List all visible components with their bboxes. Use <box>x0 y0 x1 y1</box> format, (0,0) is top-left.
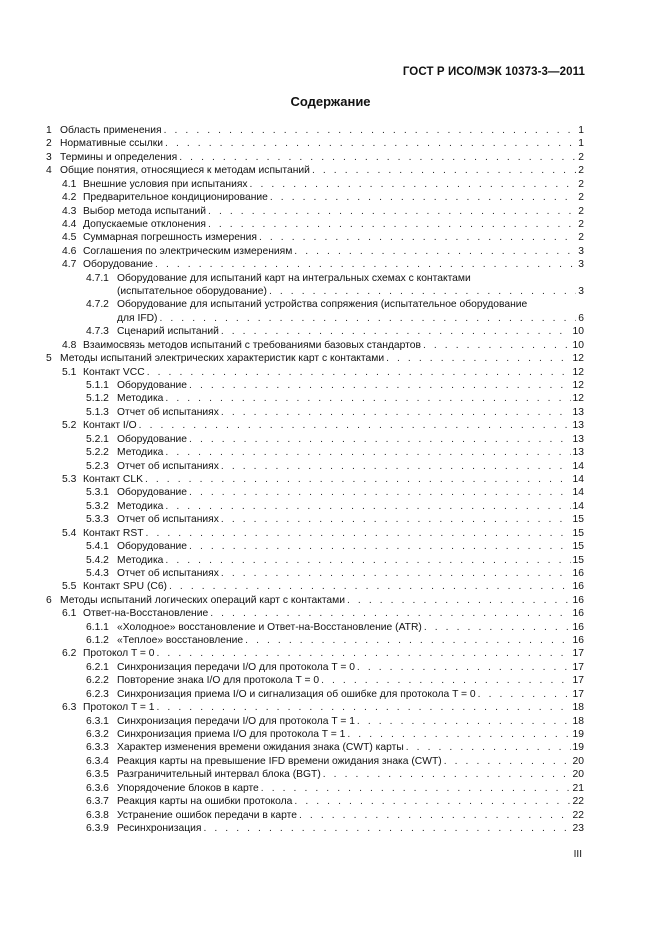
toc-leader-dots <box>357 715 571 728</box>
toc-entry[interactable] <box>46 513 584 526</box>
toc-leader-dots <box>321 674 570 687</box>
toc-entry-number: 4.8 <box>62 339 77 351</box>
toc-entry-title: Ответ-на-Восстановление <box>83 608 209 620</box>
toc-entry-number: 6.3.9 <box>86 822 109 834</box>
toc-entry-title: Контакт I/O <box>83 420 137 432</box>
toc-entry-number: 6.3.3 <box>86 742 109 754</box>
toc-leader-dots <box>165 392 570 405</box>
toc-entry-page: 13 <box>572 433 584 445</box>
toc-leader-dots <box>203 822 570 835</box>
toc-leader-dots <box>208 205 576 218</box>
toc-entry-title: Реакция карты на превышение IFD времени ожидания знака (CWT) <box>117 755 442 767</box>
toc-entry-page: 19 <box>572 728 584 740</box>
toc-entry-title: Суммарная погрешность измерения <box>83 232 257 244</box>
toc-entry-title: Оборудование <box>117 433 188 445</box>
toc-entry-page: 20 <box>572 755 584 767</box>
toc-leader-dots <box>165 446 570 459</box>
toc-leader-dots <box>299 809 571 822</box>
toc-leader-dots <box>444 755 571 768</box>
toc-entry-number: 4.7.1 <box>86 272 109 284</box>
toc-entry-page: 2 <box>578 178 584 190</box>
toc-leader-dots <box>139 419 571 432</box>
toc-entry-number: 1 <box>46 125 52 136</box>
toc-entry[interactable] <box>46 258 584 271</box>
toc-entry-page: 17 <box>572 688 584 700</box>
toc-entry-number: 5.1 <box>62 366 77 378</box>
toc-leader-dots <box>478 688 571 701</box>
toc-entry-number: 5.3.2 <box>86 500 109 512</box>
toc-leader-dots <box>323 768 571 781</box>
toc-entry-title: Отчет об испытаниях <box>117 406 219 418</box>
toc-entry-title: Протокол T = 0 <box>83 648 155 660</box>
toc-entry-page: 16 <box>572 581 584 593</box>
toc-entry-page: 13 <box>572 406 584 418</box>
toc-entry-continuation[interactable] <box>46 312 584 325</box>
toc-entry-page: 2 <box>578 205 584 217</box>
toc-entry-page: 10 <box>572 326 584 338</box>
toc-entry-number: 5.4.1 <box>86 541 109 553</box>
toc-entry-page: 22 <box>572 796 584 808</box>
toc-leader-dots <box>189 379 570 392</box>
toc-entry-title: Отчет об испытаниях <box>117 514 219 526</box>
toc-entry-page: 2 <box>578 165 584 177</box>
toc-entry-number: 6.1.2 <box>86 635 109 647</box>
toc-leader-dots <box>261 782 571 795</box>
toc-entry-number: 4.6 <box>62 245 77 257</box>
toc-entry-page: 14 <box>572 460 584 472</box>
toc-entry-page: 2 <box>578 151 584 163</box>
toc-entry-title: Оборудование для испытаний устройства сопряжения (испытательное оборудование <box>117 299 528 311</box>
toc-leader-dots <box>146 527 571 540</box>
toc-entry-number: 4.7.2 <box>86 299 109 311</box>
toc-leader-dots <box>357 661 571 674</box>
toc-entry-number: 5.1.1 <box>86 380 109 392</box>
toc-leader-dots <box>294 795 570 808</box>
toc-leader-dots <box>164 124 577 137</box>
toc-entry[interactable] <box>46 701 584 714</box>
toc-leader-dots <box>221 325 571 338</box>
toc-entry-number: 5.4.3 <box>86 567 109 579</box>
toc-leader-dots <box>221 460 571 473</box>
toc-entry-number: 4.7 <box>62 259 77 271</box>
toc-entry-page: 6 <box>578 312 584 324</box>
toc-entry-number: 6.3.7 <box>86 796 109 808</box>
toc-entry-page: 10 <box>572 339 584 351</box>
toc-entry-number: 5.2.1 <box>86 433 109 445</box>
toc-entry-title: «Теплое» восстановление <box>117 635 244 647</box>
toc-entry[interactable] <box>46 755 584 768</box>
toc-entry[interactable] <box>46 325 584 338</box>
toc-entry-number: 5.2 <box>62 420 77 432</box>
table-of-contents <box>46 124 584 835</box>
toc-entry[interactable] <box>46 191 584 204</box>
toc-leader-dots <box>347 594 571 607</box>
toc-leader-dots <box>221 513 571 526</box>
toc-entry[interactable] <box>46 205 584 218</box>
toc-entry-number: 6.1 <box>62 608 77 620</box>
toc-entry-page: 16 <box>572 567 584 579</box>
toc-leader-dots <box>221 406 571 419</box>
toc-entry[interactable] <box>46 688 584 701</box>
toc-entry-continuation[interactable] <box>46 285 584 298</box>
toc-entry[interactable] <box>46 473 584 486</box>
toc-entry-number: 5.3 <box>62 473 77 485</box>
toc-entry[interactable] <box>46 728 584 741</box>
toc-entry[interactable] <box>46 580 584 593</box>
toc-entry[interactable] <box>46 634 584 647</box>
toc-entry-title: Область применения <box>60 125 162 136</box>
toc-leader-dots <box>179 151 576 164</box>
toc-entry-title: Предварительное кондиционирование <box>83 192 268 204</box>
toc-entry-title: Синхронизация приема I/O и сигнализация об ошибке для протокола T = 0 <box>117 688 476 700</box>
toc-entry-number: 5.3.1 <box>86 487 109 499</box>
toc-leader-dots <box>423 339 571 352</box>
toc-entry-page: 12 <box>572 380 584 392</box>
toc-entry-title: Контакт VCC <box>83 366 145 378</box>
toc-entry[interactable] <box>46 231 584 244</box>
toc-entry-number: 6.3.1 <box>86 715 109 727</box>
toc-entry-number: 5.2.2 <box>86 447 109 459</box>
toc-entry-page: 1 <box>578 138 584 150</box>
toc-entry[interactable] <box>46 352 584 365</box>
toc-entry[interactable] <box>46 795 584 808</box>
toc-leader-dots <box>210 607 570 620</box>
toc-entry[interactable] <box>46 460 584 473</box>
toc-entry-number: 5.1.3 <box>86 406 109 418</box>
toc-entry[interactable] <box>46 607 584 620</box>
toc-entry-title: Устранение ошибок передачи в карте <box>117 809 297 821</box>
toc-entry-title: Методика <box>117 554 164 566</box>
toc-entry-page: 15 <box>572 541 584 553</box>
toc-entry-page: 20 <box>572 769 584 781</box>
toc-entry-page: 1 <box>578 125 584 136</box>
toc-leader-dots <box>269 285 576 298</box>
toc-entry-title: Характер изменения времени ожидания знака (CWT) карты <box>117 742 404 754</box>
toc-entry-page: 22 <box>572 809 584 821</box>
toc-entry[interactable] <box>46 674 584 687</box>
toc-entry[interactable] <box>46 245 584 258</box>
toc-entry-page: 19 <box>572 742 584 754</box>
toc-entry-title: Синхронизация приема I/O для протокола T = 1 <box>117 728 346 740</box>
toc-entry-title: Контакт CLK <box>83 473 143 485</box>
toc-entry[interactable] <box>46 621 584 634</box>
toc-leader-dots <box>145 473 571 486</box>
toc-leader-dots <box>208 218 576 231</box>
toc-entry-page: 18 <box>572 715 584 727</box>
toc-entry[interactable] <box>46 392 584 405</box>
toc-leader-dots <box>157 701 571 714</box>
page-number: III <box>573 849 582 860</box>
toc-entry[interactable] <box>46 768 584 781</box>
toc-entry[interactable] <box>46 406 584 419</box>
page-title: Содержание <box>290 94 371 109</box>
toc-leader-dots <box>406 741 571 754</box>
toc-entry-number: 6.3.4 <box>86 755 109 767</box>
toc-entry[interactable] <box>46 379 584 392</box>
toc-entry[interactable] <box>46 594 584 607</box>
toc-entry-title: Допускаемые отклонения <box>83 218 206 230</box>
toc-entry-title: Соглашения по электрическим измерениям <box>83 245 293 257</box>
toc-entry[interactable] <box>46 647 584 660</box>
toc-entry-title: Сценарий испытаний <box>117 326 219 338</box>
toc-leader-dots <box>312 164 576 177</box>
toc-entry[interactable] <box>46 822 584 835</box>
toc-entry-number: 6.2.1 <box>86 661 109 673</box>
toc-entry-number: 6.3.5 <box>86 769 109 781</box>
toc-entry-page: 21 <box>572 782 584 794</box>
toc-entry-page: 16 <box>572 635 584 647</box>
toc-entry[interactable] <box>46 137 584 150</box>
toc-entry-page: 2 <box>578 232 584 244</box>
toc-entry-number: 6.3 <box>62 702 77 714</box>
toc-entry-page: 17 <box>572 661 584 673</box>
toc-entry-number: 6.2.3 <box>86 688 109 700</box>
toc-entry[interactable] <box>46 486 584 499</box>
toc-leader-dots <box>259 231 576 244</box>
toc-entry-page: 13 <box>572 420 584 432</box>
toc-entry-number: 5.3.3 <box>86 514 109 526</box>
toc-entry-page: 15 <box>572 527 584 539</box>
toc-entry[interactable] <box>46 500 584 513</box>
toc-entry-number: 4.4 <box>62 218 77 230</box>
toc-entry-title: Оборудование <box>83 259 154 271</box>
toc-leader-dots <box>189 433 570 446</box>
toc-entry-title: Ресинхронизация <box>117 822 202 834</box>
toc-entry[interactable] <box>46 151 584 164</box>
toc-entry[interactable] <box>46 178 584 191</box>
toc-entry-number: 4.3 <box>62 205 77 217</box>
toc-entry-title: Разграничительный интервал блока (BGT) <box>117 769 321 781</box>
toc-entry[interactable] <box>46 782 584 795</box>
toc-entry-page: 23 <box>572 822 584 834</box>
toc-entry-page: 3 <box>578 286 584 298</box>
toc-entry-title: Отчет об испытаниях <box>117 460 219 472</box>
toc-entry-title: Оборудование <box>117 487 188 499</box>
toc-entry-title: Внешние условия при испытаниях <box>83 178 248 190</box>
toc-entry-title: Выбор метода испытаний <box>83 205 207 217</box>
toc-leader-dots <box>165 500 570 513</box>
toc-entry-title: Термины и определения <box>60 151 178 163</box>
toc-entry-page: 3 <box>578 245 584 257</box>
toc-entry[interactable] <box>46 741 584 754</box>
toc-entry-title: Отчет об испытаниях <box>117 567 219 579</box>
toc-entry-title: Взаимосвязь методов испытаний с требованиями базовых стандартов <box>83 339 421 351</box>
toc-entry[interactable] <box>46 809 584 822</box>
toc-leader-dots <box>386 352 570 365</box>
toc-entry-title: Реакция карты на ошибки протокола <box>117 796 293 808</box>
toc-entry-page: 14 <box>572 473 584 485</box>
toc-entry-title-continued: (испытательное оборудование) <box>117 286 267 298</box>
toc-entry-page: 18 <box>572 702 584 714</box>
toc-leader-dots <box>189 540 570 553</box>
toc-entry-title: Упорядочение блоков в карте <box>117 782 259 794</box>
toc-entry-number: 4.7.3 <box>86 326 109 338</box>
toc-leader-dots <box>424 621 571 634</box>
toc-entry-page: 14 <box>572 487 584 499</box>
toc-entry-title: Контакт SPU (C6) <box>83 581 167 593</box>
toc-entry[interactable] <box>46 298 584 311</box>
toc-entry-page: 15 <box>572 554 584 566</box>
toc-entry[interactable] <box>46 446 584 459</box>
toc-leader-dots <box>245 634 570 647</box>
toc-entry-title: Общие понятия, относящиеся к методам испытаний <box>60 165 310 177</box>
toc-entry-number: 6.1.1 <box>86 621 109 633</box>
toc-entry[interactable] <box>46 540 584 553</box>
toc-entry[interactable] <box>46 272 584 285</box>
toc-entry-number: 6.2.2 <box>86 675 109 687</box>
toc-entry-title: Методика <box>117 500 164 512</box>
toc-entry-number: 6 <box>46 594 52 606</box>
toc-entry[interactable] <box>46 554 584 567</box>
toc-entry-number: 4 <box>46 165 52 177</box>
toc-entry-title: Оборудование для испытаний карт на интегральных схемах с контактами <box>117 272 471 284</box>
toc-leader-dots <box>155 258 576 271</box>
toc-entry-title: Методы испытаний электрических характеристик карт с контактами <box>60 353 385 365</box>
toc-leader-dots <box>165 554 570 567</box>
toc-leader-dots <box>147 366 571 379</box>
toc-entry-page: 16 <box>572 594 584 606</box>
toc-entry-page: 15 <box>572 514 584 526</box>
toc-entry-page: 16 <box>572 621 584 633</box>
toc-entry-title: «Холодное» восстановление и Ответ-на-Восстановление (ATR) <box>117 621 422 633</box>
toc-entry-title: Методы испытаний логических операций карт с контактами <box>60 594 345 606</box>
toc-entry-number: 5.4 <box>62 527 77 539</box>
toc-entry-title: Методика <box>117 393 164 405</box>
toc-entry-number: 5.1.2 <box>86 393 109 405</box>
toc-entry-number: 5.4.2 <box>86 554 109 566</box>
toc-entry-number: 3 <box>46 151 52 163</box>
toc-entry[interactable] <box>46 567 584 580</box>
toc-leader-dots <box>270 191 576 204</box>
toc-entry-page: 12 <box>572 366 584 378</box>
toc-leader-dots <box>165 137 576 150</box>
toc-entry-title: Методика <box>117 447 164 459</box>
toc-entry-page: 2 <box>578 192 584 204</box>
toc-entry-number: 5.5 <box>62 581 77 593</box>
toc-entry-title: Контакт RST <box>83 527 144 539</box>
toc-entry-number: 4.1 <box>62 178 77 190</box>
toc-entry-title: Повторение знака I/O для протокола T = 0 <box>117 675 320 687</box>
toc-entry-page: 2 <box>578 218 584 230</box>
toc-entry-title-continued: для IFD) <box>117 312 158 324</box>
toc-entry-number: 6.2 <box>62 648 77 660</box>
toc-leader-dots <box>189 486 570 499</box>
toc-entry[interactable] <box>46 366 584 379</box>
toc-entry-number: 4.2 <box>62 192 77 204</box>
toc-entry-title: Синхронизация передачи I/O для протокола T = 0 <box>117 661 355 673</box>
toc-entry[interactable] <box>46 339 584 352</box>
toc-entry-number: 6.3.8 <box>86 809 109 821</box>
toc-entry-page: 13 <box>572 447 584 459</box>
toc-leader-dots <box>157 647 571 660</box>
toc-leader-dots <box>294 245 576 258</box>
toc-entry-title: Нормативные ссылки <box>60 138 164 150</box>
toc-entry[interactable] <box>46 124 584 137</box>
toc-leader-dots <box>250 178 577 191</box>
toc-entry-number: 5.2.3 <box>86 460 109 472</box>
document-code: ГОСТ Р ИСО/МЭК 10373-3—2011 <box>402 66 585 78</box>
toc-entry[interactable] <box>46 218 584 231</box>
toc-entry-number: 6.3.2 <box>86 728 109 740</box>
toc-entry-number: 6.3.6 <box>86 782 109 794</box>
toc-leader-dots <box>347 728 570 741</box>
toc-entry-page: 16 <box>572 608 584 620</box>
toc-entry-title: Оборудование <box>117 380 188 392</box>
toc-entry-title: Оборудование <box>117 541 188 553</box>
toc-leader-dots <box>169 580 571 593</box>
toc-entry-page: 3 <box>578 259 584 271</box>
toc-entry[interactable] <box>46 527 584 540</box>
toc-entry[interactable] <box>46 419 584 432</box>
toc-entry-number: 4.5 <box>62 232 77 244</box>
toc-entry-page: 12 <box>572 353 584 365</box>
toc-entry-page: 14 <box>572 500 584 512</box>
toc-entry-number: 2 <box>46 138 52 150</box>
toc-entry[interactable] <box>46 164 584 177</box>
toc-entry[interactable] <box>46 433 584 446</box>
toc-entry[interactable] <box>46 715 584 728</box>
toc-leader-dots <box>221 567 571 580</box>
toc-entry[interactable] <box>46 661 584 674</box>
toc-entry-title: Протокол T = 1 <box>83 702 155 714</box>
toc-entry-page: 17 <box>572 675 584 687</box>
toc-entry-page: 17 <box>572 648 584 660</box>
toc-entry-number: 5 <box>46 353 52 365</box>
toc-leader-dots <box>159 312 576 325</box>
toc-entry-title: Синхронизация передачи I/O для протокола T = 1 <box>117 715 355 727</box>
toc-entry-page: 12 <box>572 393 584 405</box>
